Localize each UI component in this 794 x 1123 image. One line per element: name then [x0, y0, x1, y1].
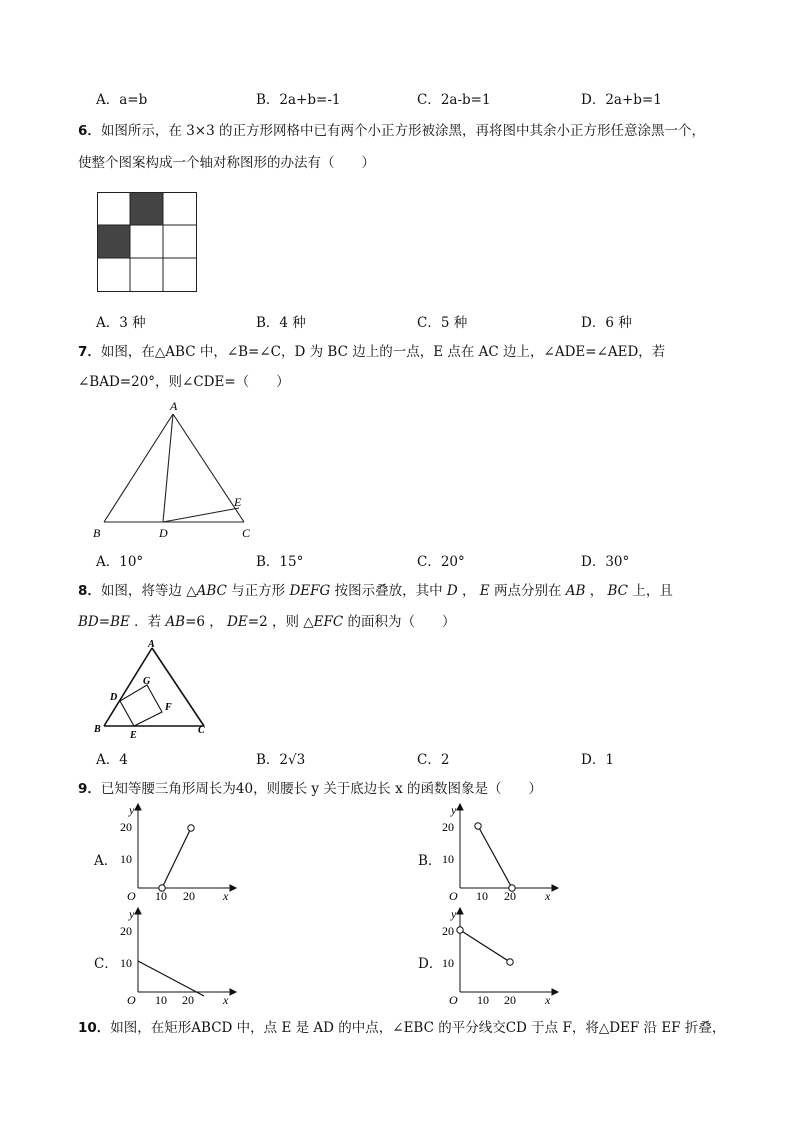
- q5-option-a: A．a=b: [96, 92, 148, 108]
- q7-text-line1: [78, 342, 665, 362]
- q8-text-line1: [78, 581, 673, 601]
- q9c-x-label: x: [223, 993, 229, 1007]
- q6-number: 6．: [78, 123, 101, 139]
- q8-text: 与正方形: [226, 583, 290, 599]
- q8-label-a: A: [148, 639, 155, 650]
- q7-label-d: D: [159, 526, 168, 540]
- q8-label-f: F: [165, 702, 172, 713]
- q7-option-c: C．20°: [417, 554, 465, 570]
- q9b-origin: O: [449, 889, 458, 903]
- q9d-ytick-10: 10: [442, 956, 454, 970]
- q8-text: 的面积为（ ）: [343, 614, 456, 630]
- q8-option-b: B．2√3: [256, 752, 306, 768]
- q9-number: 9．: [78, 781, 101, 797]
- q6-text-line1: [78, 121, 705, 141]
- q8-math: 6: [196, 614, 206, 630]
- q8-math: △ABC: [186, 583, 227, 599]
- q8-math: D: [446, 583, 458, 599]
- q9c-origin: O: [127, 993, 136, 1007]
- q8-option-c: C．2: [417, 752, 450, 768]
- q9-text-line1: [78, 779, 542, 799]
- q8-text: 两点分别在: [489, 583, 566, 599]
- q7-option-a: A．10°: [96, 554, 144, 570]
- q8-text: ，: [205, 614, 228, 630]
- q7-number: 7．: [78, 344, 101, 360]
- q8-math: 2: [259, 614, 268, 630]
- q9b-ytick-10: 10: [442, 852, 454, 866]
- q9-option-a-letter: A．: [94, 853, 118, 869]
- q7-option-d: D．30°: [581, 554, 630, 570]
- q8-label-d: D: [110, 692, 118, 703]
- q9c-xtick-20: 20: [182, 993, 194, 1007]
- q6-grid-figure: [97, 192, 197, 292]
- q9a-ytick-20: 20: [120, 820, 132, 834]
- q9-option-d-letter: D．: [418, 956, 443, 972]
- q8-math: AB: [565, 583, 586, 599]
- q8-math: BC: [607, 583, 629, 599]
- q9d-origin: O: [449, 993, 458, 1007]
- q9-stem: 已知等腰三角形周长为40，则腰长 y 关于底边长 x 的函数图象是（ ）: [100, 781, 542, 797]
- q6-option-d: D．6 种: [581, 315, 632, 331]
- q6-black-cell-1: [130, 192, 163, 225]
- q8-math: E: [479, 583, 490, 599]
- q7-option-b: B．15°: [256, 554, 304, 570]
- q9a-origin: O: [127, 889, 136, 903]
- q8-text: ，: [457, 583, 480, 599]
- q7-label-b: B: [93, 526, 101, 540]
- q8-label-b: B: [94, 724, 101, 735]
- q10-stem: 如图，在矩形ABCD 中，点 E 是 AD 的中点，∠EBC 的平分线交CD 于点 F，将△DEF 沿 EF 折叠，: [110, 1020, 726, 1036]
- q9d-xtick-10: 10: [477, 993, 489, 1007]
- q8-text: ，则: [267, 614, 304, 630]
- q9-graph-b: [440, 802, 560, 903]
- q8-label-e: E: [130, 730, 137, 741]
- q8-triangle-square-figure: [92, 638, 217, 743]
- q8-math: =: [185, 614, 197, 630]
- q7-triangle-figure: [90, 398, 260, 543]
- q9d-xtick-20: 20: [504, 993, 516, 1007]
- q10-number: 10．: [78, 1020, 111, 1036]
- q6-option-b: B．4 种: [256, 315, 306, 331]
- q8-text: ．若: [129, 614, 166, 630]
- q9b-ytick-20: 20: [442, 820, 454, 834]
- q9c-y-label: y: [129, 907, 135, 921]
- q6-option-a: A．3 种: [96, 315, 146, 331]
- q5-option-d: D．2a+b=1: [581, 92, 662, 108]
- q6-option-c: C．5 种: [417, 315, 468, 331]
- q7-stem-1: 如图，在△ABC 中，∠B=∠C，D 为 BC 边上的一点，E 点在 AC 边上，∠ADE=∠AED，若: [100, 344, 666, 360]
- q5-option-c: C．2a-b=1: [417, 92, 491, 108]
- q8-text: 上，且: [628, 583, 673, 599]
- q8-math: AB: [165, 614, 186, 630]
- q8-math: DE: [227, 614, 248, 630]
- q9c-xtick-10: 10: [155, 993, 167, 1007]
- q8-math: BE: [110, 614, 130, 630]
- q8-text: 按图示叠放，其中: [330, 583, 447, 599]
- q5-option-b: B．2a+b=-1: [256, 92, 341, 108]
- q9c-ytick-10: 10: [120, 956, 132, 970]
- q9b-y-label: y: [451, 803, 457, 817]
- q6-black-cell-2: [97, 225, 130, 258]
- q8-text: 如图，将等边: [100, 583, 187, 599]
- q7-label-e: E: [234, 495, 242, 509]
- q9a-y-label: y: [129, 803, 135, 817]
- q9-graph-d: [440, 906, 560, 1007]
- q8-label-g: G: [143, 676, 151, 687]
- q8-math: BD: [78, 614, 99, 630]
- q8-option-a: A．4: [96, 752, 128, 768]
- q9a-x-label: x: [223, 889, 229, 903]
- q8-math: △EFC: [303, 614, 344, 630]
- q7-label-c: C: [242, 526, 251, 540]
- q9b-xtick-10: 10: [476, 889, 488, 903]
- q7-text-line2: ∠BAD=20°，则∠CDE=（ ）: [78, 374, 290, 390]
- q9-option-c-letter: C．: [94, 956, 118, 972]
- q8-number: 8．: [78, 583, 101, 599]
- q9-option-b-letter: B．: [418, 853, 442, 869]
- q9b-xtick-20: 20: [504, 889, 516, 903]
- q9d-ytick-20: 20: [442, 924, 454, 938]
- q9a-ytick-10: 10: [120, 852, 132, 866]
- q9b-x-label: x: [545, 889, 551, 903]
- q9d-y-label: y: [451, 907, 457, 921]
- q8-label-c: C: [198, 725, 205, 736]
- q6-text-line2: 使整个图案构成一个轴对称图形的办法有（ ）: [78, 155, 375, 171]
- q8-option-d: D．1: [581, 752, 614, 768]
- q8-text-line2: [78, 612, 456, 632]
- q7-label-a: A: [170, 399, 178, 413]
- q8-text: ，: [585, 583, 608, 599]
- q9c-ytick-20: 20: [120, 924, 132, 938]
- q8-math: DEFG: [289, 583, 331, 599]
- q6-stem-1: 如图所示，在 3×3 的正方形网格中已有两个小正方形被涂黑，再将图中其余小正方形任意涂黑一个，: [100, 123, 705, 139]
- q9a-xtick-20: 20: [183, 889, 195, 903]
- q8-math: =: [247, 614, 260, 630]
- q9-graph-a: [118, 802, 238, 903]
- q10-text-line1: [78, 1018, 725, 1038]
- q9d-x-label: x: [545, 993, 551, 1007]
- q9-graph-c: [118, 906, 238, 1007]
- q9a-xtick-10: 10: [155, 889, 167, 903]
- q8-math: =: [98, 614, 111, 630]
